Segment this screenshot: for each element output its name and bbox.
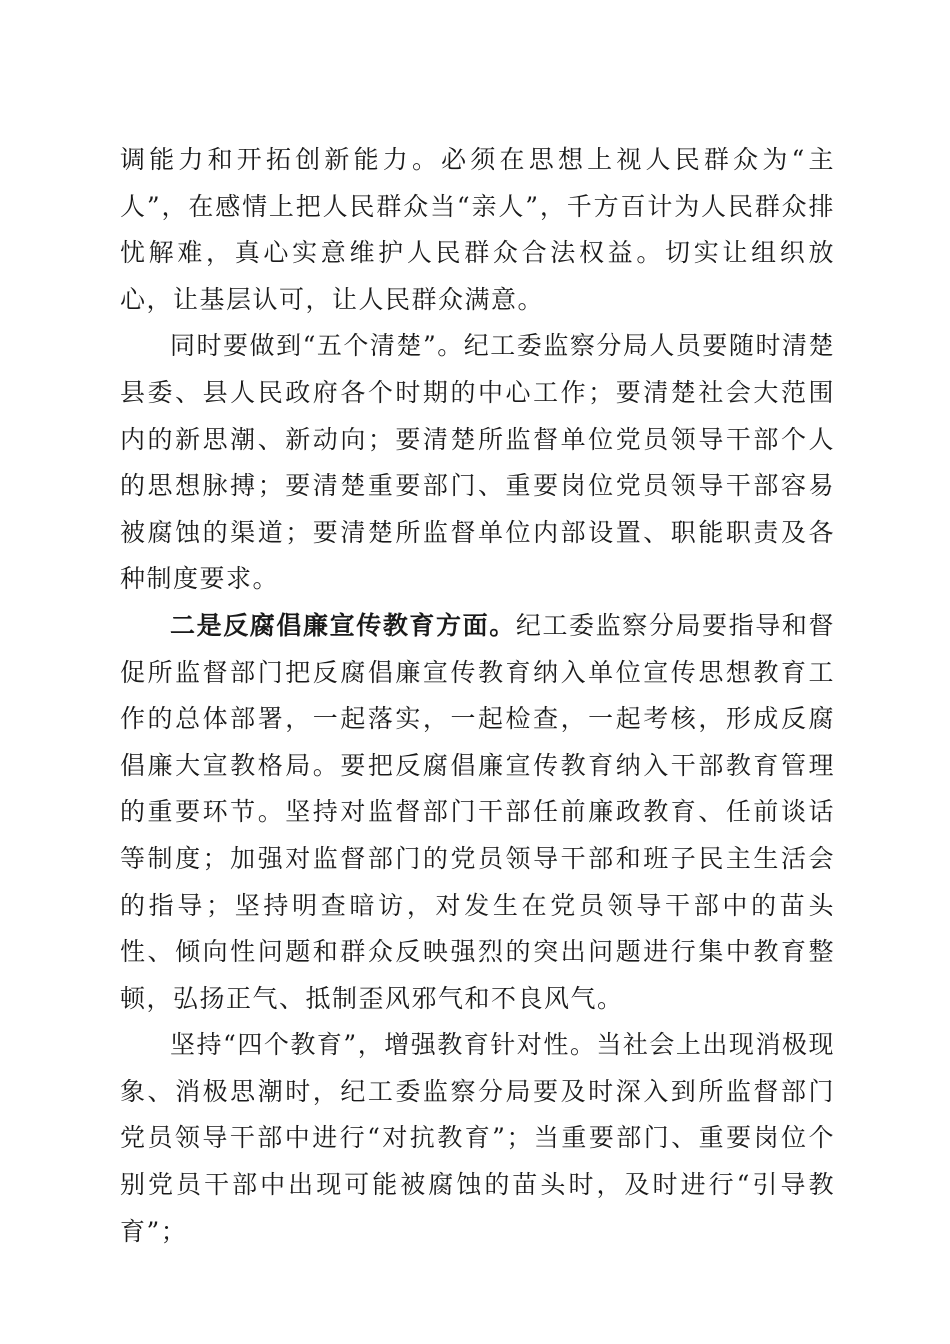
paragraph-body: 纪工委监察分局要指导和督促所监督部门把反腐倡廉宣传教育纳入单位宣传思想教育工作的总体部署，一起落实，一起检查，一起考核，形成反腐倡廉大宣教格局。要把反腐倡廉宣传教育纳入干部教育管理的重要环节。坚持对监督部门干部任前廉政教育、任前谈话等制度；加强对监督部门的党员领导干部和班子民主生活会的指导；坚持明查暗访，对发生在党员领导干部中的苗头性、倾向性问题和群众反映强烈的突出问题进行集中教育整顿，弘扬正气、抵制歪风邪气和不良风气。 bbox=[120, 610, 835, 1013]
paragraph-continuation: 调能力和开拓创新能力。必须在思想上视人民群众为“主人”，在感情上把人民群众当“亲人”，千方百计为人民群众排忧解难，真心实意维护人民群众合法权益。切实让组织放心，让基层认可，让人民群众满意。 bbox=[120, 145, 835, 314]
document-body bbox=[120, 137, 835, 1255]
paragraph-four-educations: 坚持“四个教育”，增强教育针对性。当社会上出现消极现象、消极思潮时，纪工委监察分局要及时深入到所监督部门党员领导干部中进行“对抗教育”；当重要部门、重要岗位个别党员干部中出现可能被腐蚀的苗头时，及时进行“引导教育”； bbox=[120, 1030, 835, 1246]
paragraph-five-clarities: 同时要做到“五个清楚”。纪工委监察分局人员要随时清楚县委、县人民政府各个时期的中心工作；要清楚社会大范围内的新思潮、新动向；要清楚所监督单位党员领导干部个人的思想脉搏；要清楚重要部门、重要岗位党员领导干部容易被腐蚀的渠道；要清楚所监督单位内部设置、职能职责及各种制度要求。 bbox=[120, 331, 835, 594]
section-heading: 二是反腐倡廉宣传教育方面。 bbox=[170, 610, 516, 640]
paragraph-anti-corruption-education bbox=[120, 603, 835, 1022]
